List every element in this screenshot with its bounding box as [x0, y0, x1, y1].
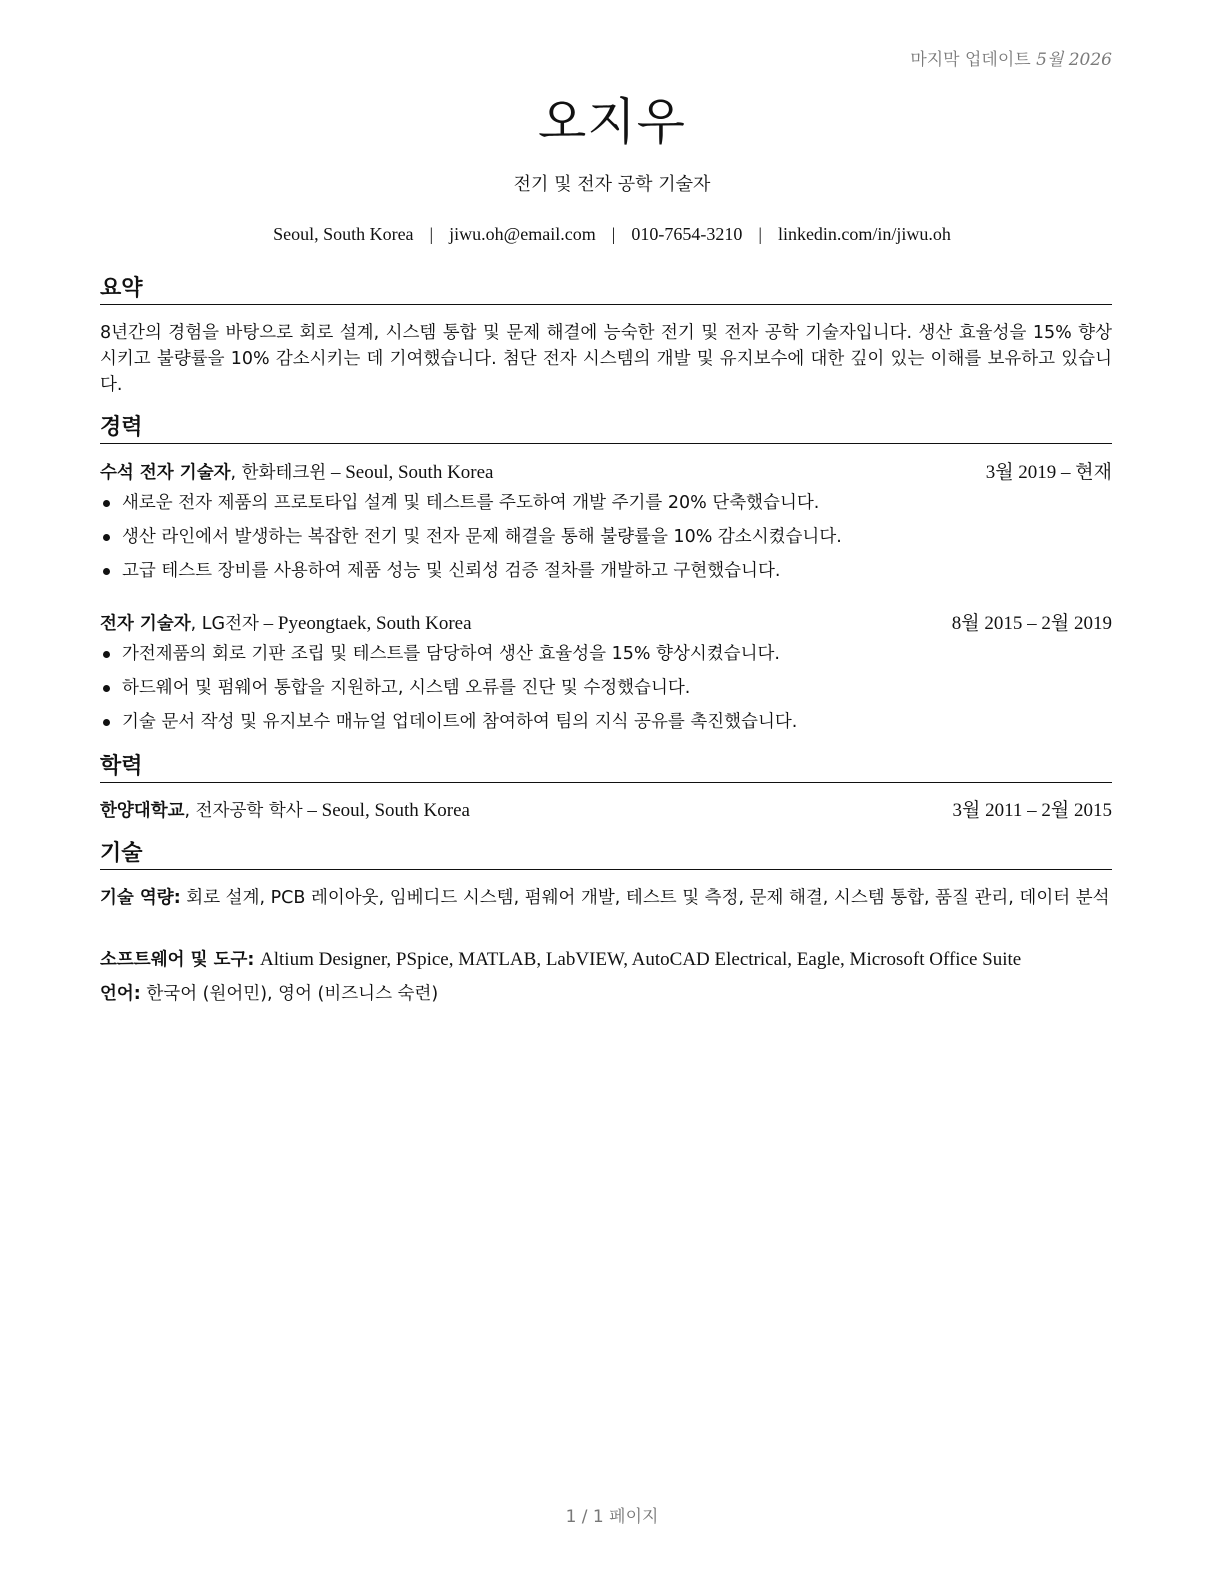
- job-location: Seoul, South Korea: [345, 462, 494, 483]
- education-heading: 학력: [100, 754, 1112, 783]
- job-dates: 8월 2015 – 2월 2019: [951, 613, 1112, 634]
- education-dates: 3월 2011 – 2월 2015: [952, 800, 1112, 821]
- bullet-icon: [103, 500, 110, 507]
- job-location: Pyeongtaek, South Korea: [277, 613, 472, 634]
- contact-phone[interactable]: 010-7654-3210: [631, 224, 743, 244]
- candidate-title: 전기 및 전자 공학 기술자: [513, 174, 711, 195]
- experience-heading: 경력: [100, 415, 1112, 444]
- job-bullets: [100, 640, 1112, 742]
- last-updated-date: 5월 2026: [1036, 50, 1112, 70]
- list-item: 하드웨어 및 펌웨어 통합을 지원하고, 시스템 오류를 진단 및 수정했습니다.: [100, 674, 1112, 708]
- summary-heading: 요약: [100, 276, 1112, 305]
- last-updated-label: 마지막 업데이트: [910, 50, 1031, 70]
- bullet-icon: [103, 685, 110, 692]
- contact-separator: |: [611, 224, 616, 244]
- skill-row: [100, 947, 1112, 973]
- job-role: 수석 전자 기술자: [100, 463, 231, 483]
- skill-row: [100, 885, 1112, 911]
- skill-value: 한국어 (원어민), 영어 (비즈니스 숙련): [146, 984, 439, 1004]
- skill-row: [100, 981, 1112, 1007]
- summary-text: 8년간의 경험을 바탕으로 회로 설계, 시스템 통합 및 문제 해결에 능숙한 전기 및 전자 공학 기술자입니다. 생산 효율성을 15% 향상시키고 불량률을 10% 감소시키는 데 기여했습니다. 첨단 전자 시스템의 개발 및 유지보수에 대한 깊이 있는 이해를 보유하고 있습니다.: [100, 323, 1112, 395]
- bullet-icon: [103, 719, 110, 726]
- bullet-icon: [103, 534, 110, 541]
- page-number: 1 / 1 페이지: [565, 1507, 659, 1527]
- last-updated: [910, 45, 1112, 70]
- skills-heading: 기술: [100, 841, 1112, 870]
- job-header: 전자 기술자, LG전자 – Pyeongtaek, South Korea 8월 2015 – 2월 2019: [100, 611, 1112, 637]
- candidate-name: 오지우: [538, 93, 686, 151]
- job-company: 한화테크윈: [241, 463, 327, 483]
- degree: 전자공학 학사: [195, 801, 303, 821]
- list-item: 고급 테스트 장비를 사용하여 제품 성능 및 신뢰성 검증 절차를 개발하고 구현했습니다.: [100, 557, 1112, 591]
- list-item: 생산 라인에서 발생하는 복잡한 전기 및 전자 문제 해결을 통해 불량률을 10% 감소시켰습니다.: [100, 523, 1112, 557]
- list-item: 가전제품의 회로 기판 조립 및 테스트를 담당하여 생산 효율성을 15% 향상시켰습니다.: [100, 640, 1112, 674]
- list-item: 새로운 전자 제품의 프로토타입 설계 및 테스트를 주도하여 개발 주기를 20% 단축했습니다.: [100, 489, 1112, 523]
- education-entry: 한양대학교, 전자공학 학사 – Seoul, South Korea 3월 2011 – 2월 2015: [100, 798, 1112, 824]
- skill-label: 언어:: [100, 984, 141, 1004]
- contact-separator: |: [758, 224, 762, 244]
- bullet-icon: [103, 651, 110, 658]
- job-header: 수석 전자 기술자, 한화테크윈 – Seoul, South Korea 3월 2019 – 현재: [100, 460, 1112, 486]
- contact-separator: |: [429, 224, 434, 244]
- school-name: 한양대학교: [100, 801, 185, 821]
- skill-value: Altium Designer, PSpice, MATLAB, LabVIEW, AutoCAD Electrical, Eagle, Microsoft Office Suite: [260, 949, 1022, 970]
- job-dates: 3월 2019 – 현재: [985, 462, 1112, 483]
- bullet-icon: [103, 568, 110, 575]
- job-bullets: [100, 489, 1112, 591]
- contact-line: [0, 224, 1224, 245]
- skill-value: 회로 설계, PCB 레이아웃, 임베디드 시스템, 펌웨어 개발, 테스트 및 측정, 문제 해결, 시스템 통합, 품질 관리, 데이터 분석: [186, 888, 1110, 908]
- school-location: Seoul, South Korea: [321, 800, 470, 821]
- skill-label: 기술 역량:: [100, 888, 181, 908]
- contact-email[interactable]: jiwu.oh@email.com: [449, 224, 596, 244]
- list-item: 기술 문서 작성 및 유지보수 매뉴얼 업데이트에 참여하여 팀의 지식 공유를 촉진했습니다.: [100, 708, 1112, 742]
- contact-location: Seoul, South Korea: [273, 224, 414, 244]
- contact-linkedin[interactable]: linkedin.com/in/jiwu.oh: [777, 224, 951, 244]
- job-company: LG전자: [201, 614, 259, 634]
- skill-label: 소프트웨어 및 도구:: [100, 950, 255, 970]
- job-role: 전자 기술자: [100, 614, 191, 634]
